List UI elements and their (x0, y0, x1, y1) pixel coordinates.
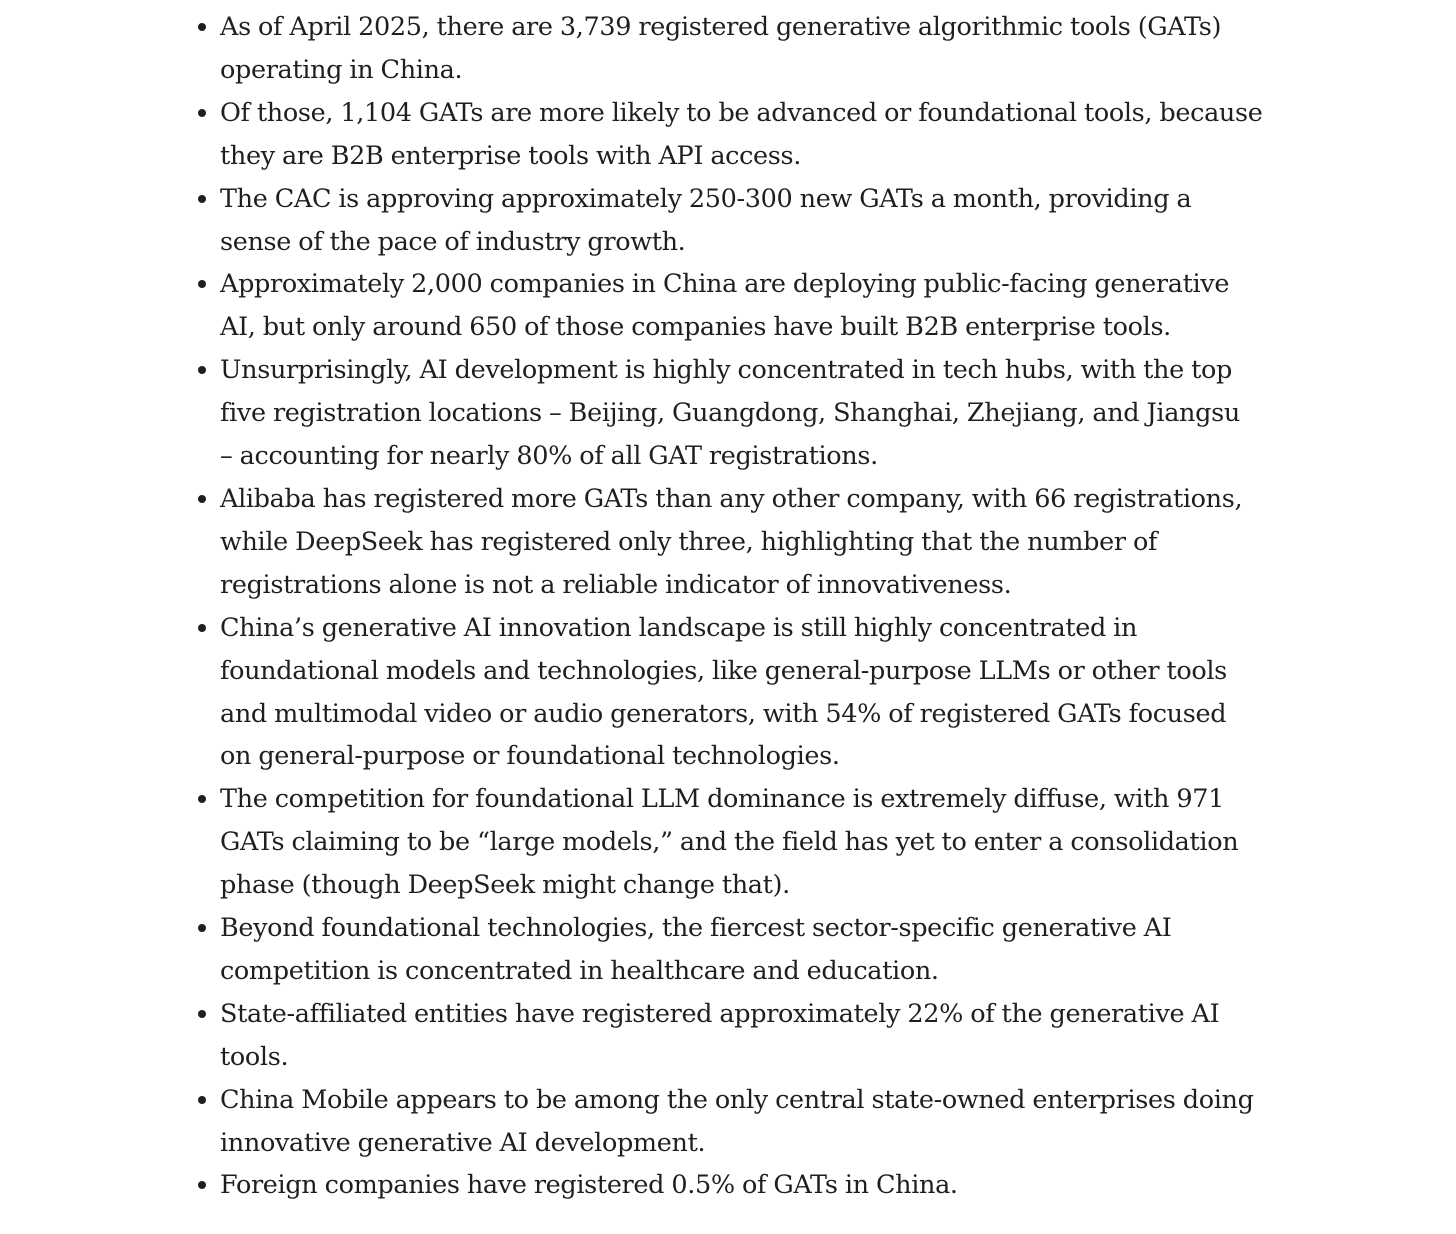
list-item-text-line: As of April 2025, there are 3,739 registered generative algorithmic tools (GATs) (220, 12, 1222, 42)
list-item (194, 6, 1244, 92)
list-item-text-line: five registration locations – Beijing, Guangdong, Shanghai, Zhejiang, and Jiangsu (220, 398, 1240, 429)
list-item (194, 907, 1244, 993)
bullet-dot-icon (198, 280, 206, 288)
list-item-text-line: – accounting for nearly 80% of all GAT registrations. (220, 441, 878, 472)
bullet-dot-icon (198, 366, 206, 374)
list-item-text-line: innovative generative AI development. (220, 1127, 706, 1158)
list-item (194, 478, 1244, 607)
list-item (194, 607, 1244, 779)
bullet-dot-icon (198, 624, 206, 632)
list-item (194, 1164, 1244, 1207)
list-item-text-line: The competition for foundational LLM dominance is extremely diffuse, with 971 (220, 784, 1224, 815)
bullet-dot-icon (198, 1010, 206, 1018)
list-item-text-line: on general-purpose or foundational technologies. (220, 741, 840, 772)
list-item (194, 178, 1244, 264)
bullet-dot-icon (198, 109, 206, 117)
bullet-dot-icon (198, 495, 206, 503)
list-item-text-line: Alibaba has registered more GATs than any other company, with 66 registrations, (220, 483, 1243, 514)
list-item (194, 349, 1244, 478)
list-item-text-line: GATs claiming to be “large models,” and the field has yet to enter a consolidation (220, 827, 1239, 858)
list-item-text-line: State-affiliated entities have registered approximately 22% of the generative AI (220, 998, 1220, 1029)
list-item-text-line: while DeepSeek has registered only three, highlighting that the number of (220, 526, 1158, 557)
list-item-text-line: and multimodal video or audio generators, with 54% of registered GATs focused (220, 698, 1227, 729)
bullet-dot-icon (198, 23, 206, 31)
list-item-text-line: Approximately 2,000 companies in China are deploying public-facing generative (220, 269, 1230, 300)
list-item-text-line: foundational models and technologies, like general-purpose LLMs or other tools (220, 655, 1227, 686)
article-body (194, 6, 1263, 1207)
list-item-text-line: tools. (220, 1041, 289, 1072)
list-item-text-line: Foreign companies have registered 0.5% of GATs in China. (220, 1170, 958, 1201)
key-findings-list (194, 6, 1263, 1207)
bullet-dot-icon (198, 924, 206, 932)
list-item-text-line: they are B2B enterprise tools with API access. (220, 140, 802, 171)
list-item-text-line: The CAC is approving approximately 250-300 new GATs a month, providing a (220, 183, 1192, 214)
list-item-text-line: Beyond foundational technologies, the fiercest sector-specific generative AI (220, 913, 1172, 944)
list-item (194, 92, 1263, 178)
list-item-text-line: Of those, 1,104 GATs are more likely to be advanced or foundational tools, because (220, 97, 1263, 128)
bullet-dot-icon (198, 1096, 206, 1104)
list-item-text-line: China’s generative AI innovation landscape is still highly concentrated in (220, 612, 1138, 643)
list-item (194, 993, 1244, 1079)
list-item-text-line: Unsurprisingly, AI development is highly concentrated in tech hubs, with the top (220, 355, 1232, 386)
list-item-text-line: registrations alone is not a reliable indicator of innovativeness. (220, 569, 1012, 600)
bullet-dot-icon (198, 1181, 206, 1189)
list-item-text-line: AI, but only around 650 of those companies have built B2B enterprise tools. (220, 312, 1171, 343)
list-item-text-line: China Mobile appears to be among the only central state-owned enterprises doing (220, 1084, 1254, 1115)
list-item-text-line: sense of the pace of industry growth. (220, 226, 686, 257)
list-item (194, 778, 1244, 907)
bullet-dot-icon (198, 795, 206, 803)
list-item (194, 1079, 1254, 1165)
list-item-text-line: phase (though DeepSeek might change that). (220, 870, 790, 901)
list-item (194, 263, 1244, 349)
list-item-text-line: operating in China. (220, 54, 463, 85)
bullet-dot-icon (198, 195, 206, 203)
list-item-text-line: competition is concentrated in healthcare and education. (220, 955, 939, 986)
